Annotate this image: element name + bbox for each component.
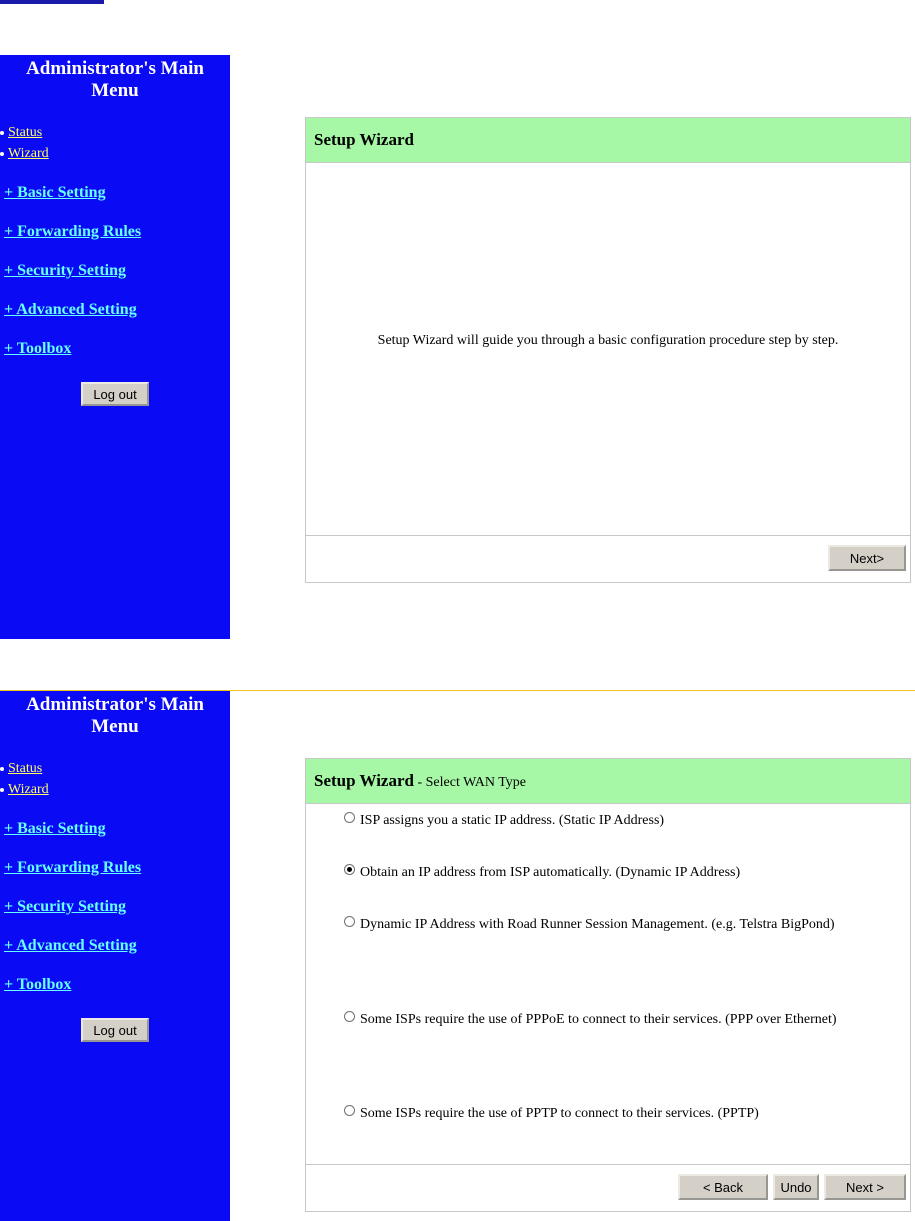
setup-wizard-panel bbox=[305, 758, 911, 1212]
wizard-subtitle: - Select WAN Type bbox=[413, 775, 527, 790]
menu-item-status bbox=[0, 758, 230, 779]
wizard-link[interactable]: Wizard bbox=[8, 146, 49, 161]
screen-select-wan-type bbox=[0, 690, 915, 1221]
option-label: Obtain an IP address from ISP automatically. (Dynamic IP Address) bbox=[360, 865, 741, 880]
wan-option-static-ip[interactable] bbox=[344, 810, 874, 832]
menu-item-status bbox=[0, 122, 230, 143]
wizard-body bbox=[306, 163, 910, 536]
radio-icon[interactable] bbox=[344, 812, 355, 823]
wizard-header bbox=[306, 118, 910, 163]
bullet-icon bbox=[0, 788, 4, 792]
next-button[interactable]: Next> bbox=[828, 545, 906, 571]
menu-item-wizard bbox=[0, 143, 230, 164]
option-label: Some ISPs require the use of PPTP to connect to their services. (PPTP) bbox=[360, 1106, 759, 1121]
advanced-setting-link[interactable]: + Advanced Setting bbox=[4, 937, 137, 954]
logout-button[interactable]: Log out bbox=[81, 1018, 149, 1042]
radio-checked-icon[interactable] bbox=[344, 864, 355, 875]
wan-option-road-runner[interactable] bbox=[344, 914, 874, 936]
logout-button[interactable]: Log out bbox=[81, 382, 149, 406]
status-link[interactable]: Status bbox=[8, 761, 43, 776]
menu-title: Administrator's Main Menu bbox=[26, 58, 204, 101]
toolbox-link[interactable]: + Toolbox bbox=[4, 976, 72, 993]
security-setting-link[interactable]: + Security Setting bbox=[4, 262, 126, 279]
wan-option-pptp[interactable] bbox=[344, 1103, 874, 1125]
menu-bullet-list bbox=[0, 122, 230, 164]
radio-icon[interactable] bbox=[344, 916, 355, 927]
sidebar bbox=[0, 55, 230, 639]
sidebar bbox=[0, 691, 230, 1221]
wizard-header bbox=[306, 759, 910, 804]
status-link[interactable]: Status bbox=[8, 125, 43, 140]
back-button[interactable]: < Back bbox=[678, 1174, 768, 1200]
menu-item-wizard bbox=[0, 779, 230, 800]
radio-icon[interactable] bbox=[344, 1011, 355, 1022]
next-button[interactable]: Next > bbox=[824, 1174, 906, 1200]
top-bar-mark bbox=[0, 0, 104, 4]
basic-setting-link[interactable]: + Basic Setting bbox=[4, 184, 106, 201]
menu-bullet-list bbox=[0, 758, 230, 800]
bullet-icon bbox=[0, 767, 4, 771]
wan-option-pppoe[interactable] bbox=[344, 1009, 874, 1031]
basic-setting-link[interactable]: + Basic Setting bbox=[4, 820, 106, 837]
toolbox-link[interactable]: + Toolbox bbox=[4, 340, 72, 357]
wan-option-dynamic-ip[interactable] bbox=[344, 862, 874, 884]
security-setting-link[interactable]: + Security Setting bbox=[4, 898, 126, 915]
menu-title: Administrator's Main Menu bbox=[26, 694, 204, 737]
advanced-setting-link[interactable]: + Advanced Setting bbox=[4, 301, 137, 318]
option-label: ISP assigns you a static IP address. (Static IP Address) bbox=[360, 813, 665, 828]
wizard-title: Setup Wizard bbox=[314, 130, 414, 149]
forwarding-rules-link[interactable]: + Forwarding Rules bbox=[4, 859, 142, 876]
undo-button[interactable]: Undo bbox=[773, 1174, 819, 1200]
wizard-footer bbox=[306, 1164, 910, 1211]
wizard-intro-text: Setup Wizard will guide you through a basic configuration procedure step by step. bbox=[377, 333, 839, 348]
radio-icon[interactable] bbox=[344, 1105, 355, 1116]
option-label: Dynamic IP Address with Road Runner Session Management. (e.g. Telstra BigPond) bbox=[360, 917, 835, 932]
screen-setup-wizard-intro bbox=[0, 55, 915, 639]
wizard-title: Setup Wizard bbox=[314, 771, 414, 790]
bullet-icon bbox=[0, 131, 4, 135]
forwarding-rules-link[interactable]: + Forwarding Rules bbox=[4, 223, 142, 240]
bullet-icon bbox=[0, 152, 4, 156]
wizard-footer bbox=[306, 535, 910, 582]
option-label: Some ISPs require the use of PPPoE to connect to their services. (PPP over Ethernet) bbox=[360, 1012, 837, 1027]
setup-wizard-panel bbox=[305, 117, 911, 583]
wizard-link[interactable]: Wizard bbox=[8, 782, 49, 797]
